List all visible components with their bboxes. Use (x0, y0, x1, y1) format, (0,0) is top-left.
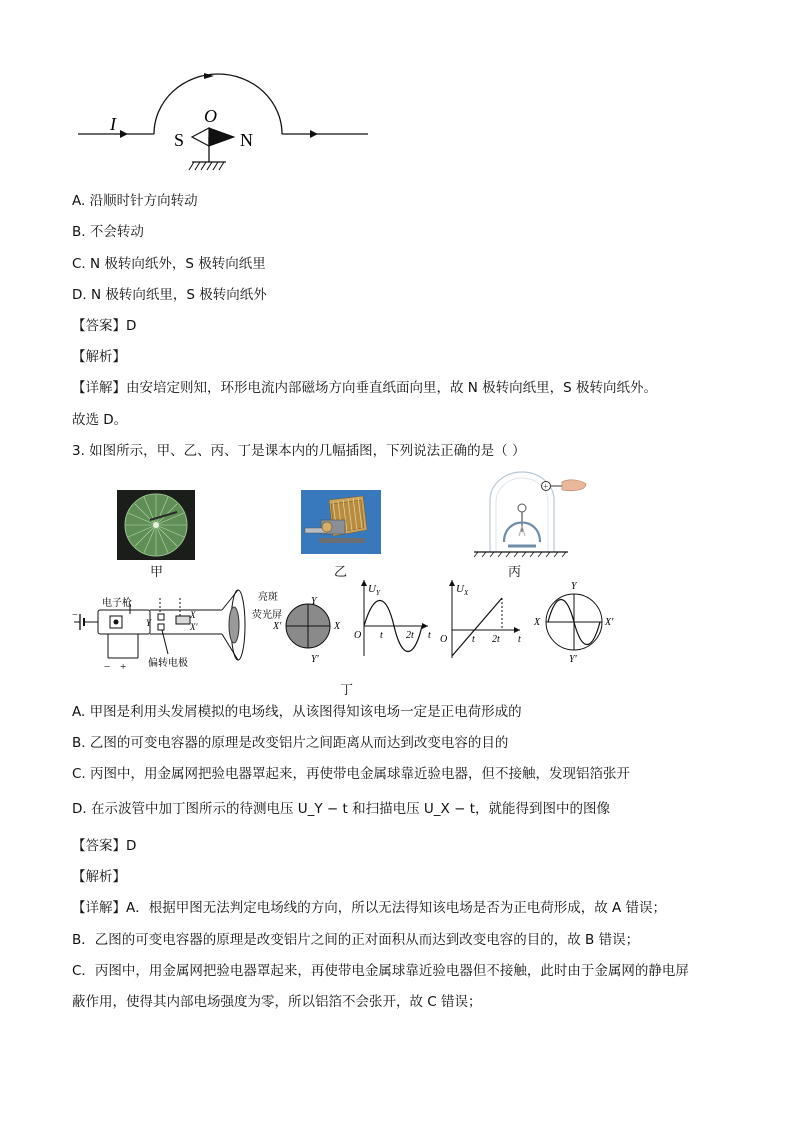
figure-ding-oscilloscope (72, 578, 642, 674)
svg-text:O: O (440, 634, 448, 645)
svg-text:O: O (354, 630, 362, 641)
deflection-electrode-label: 偏转电极 (148, 658, 188, 669)
figure-yi-variable-capacitor-photo (301, 490, 381, 554)
q2-option-b: B. 不会转动 (72, 224, 144, 240)
svg-text:Y: Y (376, 589, 380, 597)
q2-answer: 【答案】D (72, 318, 137, 334)
center-label: O (204, 106, 217, 126)
q3-answer: 【答案】D (72, 838, 137, 854)
q2-option-d: D. N 极转向纸里，S 极转向纸外 (72, 287, 267, 303)
svg-text:t: t (428, 630, 431, 641)
svg-text:t: t (380, 630, 383, 641)
uy-axis-label: U (368, 583, 376, 595)
south-pole-label: S (174, 130, 185, 150)
front-y-label: Y (311, 596, 317, 607)
q3-analysis-heading: 【解析】 (72, 869, 126, 885)
q3-option-c: C. 丙图中，用金属网把验电器罩起来，再使带电金属球靠近验电器，但不接触，发现铝箔张开 (72, 766, 631, 782)
figure-bing-electroscope-cage (470, 470, 590, 560)
front-x-label: X (334, 621, 341, 632)
svg-text:X′: X′ (605, 617, 614, 628)
ux-axis-label: U (456, 583, 464, 595)
front-xp-label: X′ (273, 621, 282, 632)
svg-text:X: X (464, 589, 469, 597)
svg-text:2t: 2t (492, 634, 500, 645)
q2-conclusion: 故选 D。 (72, 412, 128, 428)
q3-option-d: D. 在示波管中加丁图所示的待测电压 U_Y − t 和扫描电压 U_X − t，就能得到图中的图像 (72, 801, 610, 817)
q3-option-b: B. 乙图的可变电容器的原理是改变铝片之间距离从而达到改变电容的目的 (72, 735, 509, 751)
caption-bing: 丙 (508, 565, 522, 580)
svg-text:X: X (534, 617, 541, 628)
caption-ding: 丁 (340, 683, 354, 698)
current-label: I (110, 114, 116, 134)
ring-current-figure (74, 66, 374, 178)
caption-yi: 乙 (334, 565, 348, 580)
svg-text:Y′: Y′ (569, 654, 577, 665)
svg-text:t: t (518, 634, 521, 645)
current-arrow-out (310, 130, 318, 138)
q3-stem: 3. 如图所示，甲、乙、丙、丁是课本内的几幅插图，下列说法正确的是（ ） (72, 443, 526, 459)
figure-jia-field-lines-photo (117, 490, 195, 560)
q3-detail-a: 【详解】A．根据甲图无法判定电场线的方向，所以无法得知该电场是否为正电荷形成，故 A 错误； (72, 900, 667, 916)
q2-option-c: C. N 极转向纸外，S 极转向纸里 (72, 256, 266, 272)
caption-jia: 甲 (150, 565, 164, 580)
electron-gun-label: 电子枪 (102, 598, 132, 609)
svg-text:t: t (472, 634, 475, 645)
bright-spot-label: 亮斑 (258, 592, 278, 603)
plus-label: + (120, 661, 127, 673)
compass-needle (189, 128, 234, 170)
minus-label: − (104, 661, 111, 673)
q3-detail-c-line2: 蔽作用，使得其内部电场强度为零，所以铝箔不会张开，故 C 错误； (72, 994, 482, 1010)
q2-option-a: A. 沿顺时针方向转动 (72, 193, 198, 209)
svg-text:+: + (543, 481, 549, 492)
north-pole-label: N (240, 130, 253, 150)
q3-option-a: A. 甲图是利用头发屑模拟的电场线，从该图得知该电场一定是正电荷形成的 (72, 704, 522, 720)
svg-text:Y: Y (146, 618, 152, 628)
screen-label: 荧光屏 (252, 610, 282, 621)
q3-detail-b: B．乙图的可变电容器的原理是改变铝片之间的正对面积从而达到改变电容的目的，故 B 错误； (72, 932, 640, 948)
svg-text:2t: 2t (406, 630, 414, 641)
front-yp-label: Y′ (311, 654, 319, 665)
svg-text:Y: Y (571, 581, 577, 592)
svg-text:X: X (190, 610, 196, 620)
q3-detail-c-line1: C．丙图中，用金属网把验电器罩起来，再使带电金属球靠近验电器但不接触，此时由于金属网的静电屏 (72, 963, 689, 979)
current-arrow-in (120, 130, 128, 138)
q2-detail: 【详解】由安培定则知，环形电流内部磁场方向垂直纸面向里，故 N 极转向纸里，S 极转向纸外。 (72, 380, 658, 396)
q2-analysis-heading: 【解析】 (72, 349, 126, 365)
svg-text:−: − (72, 610, 78, 621)
svg-text:X′: X′ (190, 622, 198, 632)
